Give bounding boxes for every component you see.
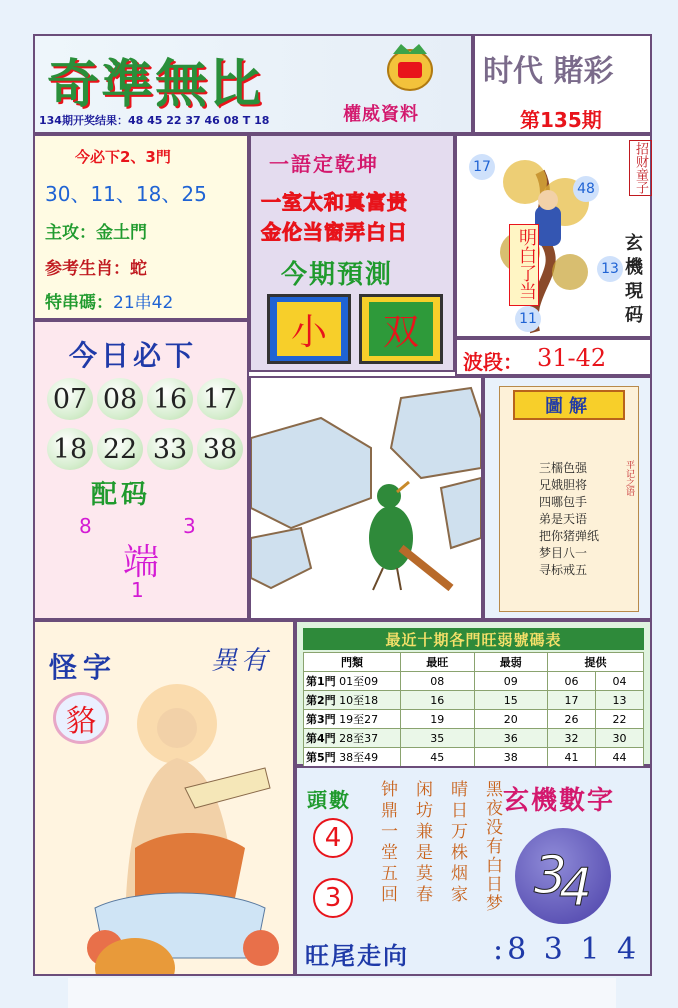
brand-panel [473,34,652,134]
tips-line1: 今必下2、3門 [75,148,171,166]
wave-value: 31-42 [537,344,607,372]
poem-block [375,780,505,930]
mystery-disc [515,828,611,924]
strange-panel [33,620,295,976]
table-cell: 26 [548,710,596,729]
poem-col: 钟鼎一堂五回 [377,780,397,906]
strange-title: 怪字 [49,651,118,684]
pair-left: 8 [79,514,92,538]
tips-panel [33,134,249,320]
table-cell: 第4門 28至37 [304,729,401,748]
mystery-title: 玄機數字 [503,786,616,816]
forecast-title: 今期預測 [281,260,394,290]
table-header: 門類 [304,653,401,672]
tips-numbers: 30、11、18、25 [45,182,207,206]
table-cell: 04 [596,672,644,691]
table-cell: 45 [401,748,475,767]
zodiac-row [45,254,147,279]
box-double-text: 双 [369,302,433,356]
table-row [304,691,644,710]
monk-illustration [65,678,285,974]
table-cell: 09 [474,672,548,691]
header-title: 奇準無比 [47,54,264,115]
attack-label: 主攻： [45,223,96,243]
scroll-title: 圖解 [545,396,593,417]
strange-subtitle: 異有 [211,646,272,676]
zodiac-label: 参考生肖： [45,259,130,279]
table-cell: 36 [474,729,548,748]
mystery-b: 4 [559,858,593,918]
daily-title: 今日必下 [69,339,198,372]
logo-icon [381,40,439,94]
table-row [304,710,644,729]
trend-label: 旺尾走向 [305,942,409,970]
bird-illustration [251,378,481,618]
attack-row [45,218,147,243]
table-cell: 第3門 19至27 [304,710,401,729]
strange-char: 貉 [53,692,109,744]
table-title-box [303,628,644,650]
side-bottom: 玄機現码 [625,233,643,326]
vert-text: 明白了当 [516,228,537,300]
scroll-note: 平记之语 [624,460,634,496]
table-cell: 30 [596,729,644,748]
wave-panel [455,338,652,376]
table-cell: 16 [401,691,475,710]
pair-title: 配码 [91,480,152,510]
issue-number: 第135期 [520,108,602,132]
header-panel [33,34,473,134]
special-label: 特串碼： [45,293,113,313]
badge-11: 11 [515,306,541,332]
table-cell: 06 [548,672,596,691]
daily-grid [47,378,243,470]
phrase-1: 一室太和真富贵 [261,190,408,214]
daily-number: 08 [97,378,143,420]
pair-char: 端 [123,542,160,583]
table-cell: 15 [474,691,548,710]
table-header: 最弱 [474,653,548,672]
badge-48: 48 [573,176,599,202]
poem-col: 闲坊兼是莫春 [412,780,432,906]
head-2: 3 [313,878,353,918]
box-small-text: 小 [277,302,341,356]
table-cell: 第2門 10至18 [304,691,401,710]
scroll-line: 兄娥胆将 [539,478,588,492]
special-row [45,288,173,313]
badge-13: 13 [597,256,623,282]
daily-number: 18 [47,428,93,470]
brand-name: 时代 賭彩 [483,54,614,89]
scroll-line: 寻标戒五 [539,563,588,577]
bird-panel [249,376,483,620]
table-cell: 44 [596,748,644,767]
daily-number: 16 [147,378,193,420]
table-cell: 13 [596,691,644,710]
scroll-line: 四哪包手 [539,495,588,509]
head-1: 4 [313,818,353,858]
special-value: 21串42 [113,293,174,313]
pair-right: 3 [183,514,196,538]
table-cell: 22 [596,710,644,729]
scroll-line: 把你猪弹纸 [539,529,600,543]
poem-col: 黑夜没有白日梦 [482,780,502,913]
daily-number: 07 [47,378,93,420]
tree-panel [455,134,652,338]
daily-number: 38 [197,428,243,470]
zodiac-value: 蛇 [130,259,147,279]
table-cell: 20 [474,710,548,729]
badge-17: 17 [469,154,495,180]
box-double [359,294,443,364]
mystery-a: 3 [533,846,567,906]
box-small [267,294,351,364]
footer-strip [68,978,616,1008]
attack-value: 金土門 [96,223,147,243]
wave-label: 波段： [463,350,523,374]
table-cell: 35 [401,729,475,748]
table-header: 最旺 [401,653,475,672]
phrase-2: 金伦当窗弄白日 [261,220,408,244]
scroll-title-box [513,390,625,420]
scroll-line: 梦目八一 [539,546,588,560]
table-cell: 41 [548,748,596,767]
table-title: 最近十期各門旺弱號碼表 [385,630,562,649]
strength-table [303,652,644,767]
forecast-panel [249,134,455,372]
table-wrap [303,652,644,767]
table-row [304,748,644,767]
trend-values: :8 3 1 4 [493,932,641,967]
table-row [304,729,644,748]
table-cell: 17 [548,691,596,710]
scroll-line: 弟是天语 [539,512,588,526]
daily-panel [33,320,249,620]
daily-number: 33 [147,428,193,470]
table-cell: 38 [474,748,548,767]
table-cell: 08 [401,672,475,691]
pair-bottom: 1 [131,578,144,602]
scroll-line: 三檽色强 [539,461,588,475]
poem-col: 晴日万株烟家 [447,780,467,906]
table-cell: 第1門 01至09 [304,672,401,691]
table-header-row [304,653,644,672]
table-header: 提供 [548,653,644,672]
bottom-panel [295,766,652,976]
table-cell: 19 [401,710,475,729]
daily-number: 17 [197,378,243,420]
scroll-text [539,460,599,579]
table-panel [295,620,652,766]
header-subtitle: 權威資料 [343,104,419,125]
table-row [304,672,644,691]
head-label: 頭數 [307,788,351,812]
table-cell: 第5門 38至49 [304,748,401,767]
daily-number: 22 [97,428,143,470]
scroll-panel [483,376,652,620]
table-cell: 32 [548,729,596,748]
prev-result: 134期开奖结果：48 45 22 37 46 08 T 18 [39,114,270,127]
side-top: 招财童子 [629,140,652,196]
banner-text: 一語定乾坤 [269,152,379,176]
